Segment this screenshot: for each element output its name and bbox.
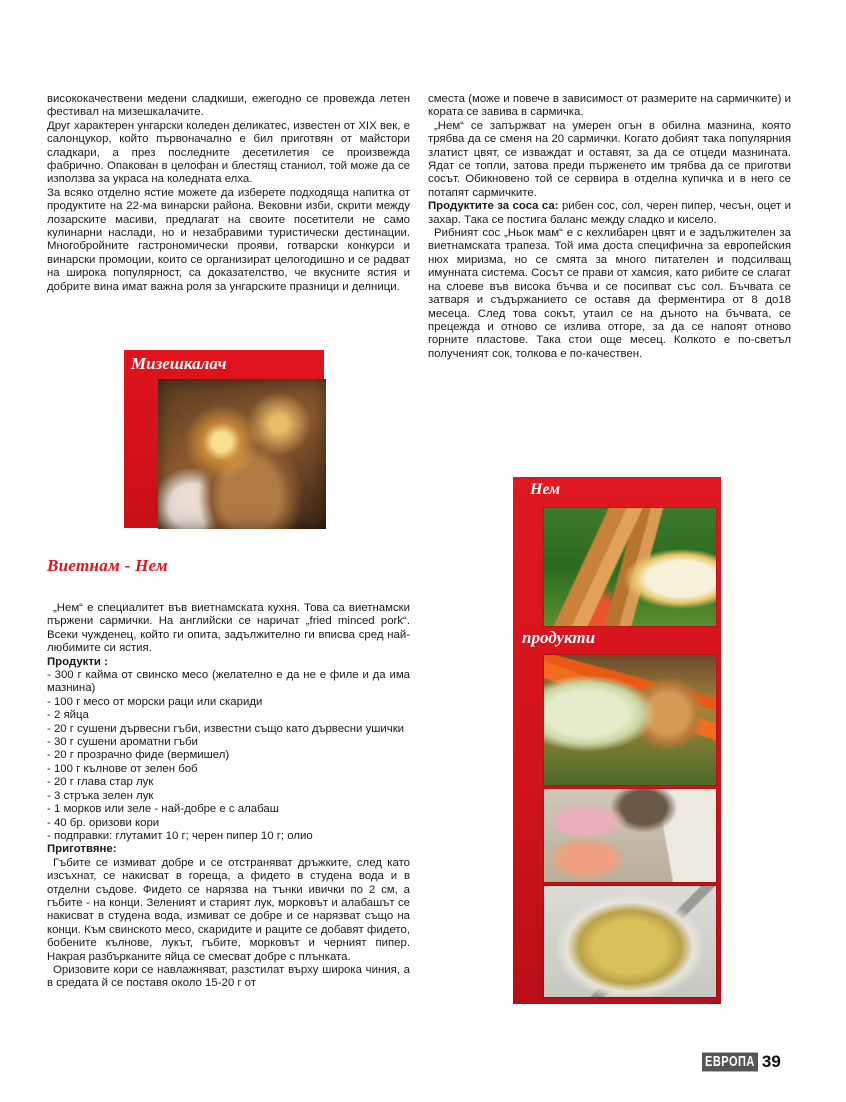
photo-caption-mizeshkalach: Мизешкалач bbox=[131, 354, 227, 373]
prep-paragraph: Гъбите се измиват добре и се отстраняват дръжките, след като изсъхнат, се накисват в гореща, а фидето в студена вода и в отделни съдове. Фидето се нарязва на тънки ивички по 2 см, а гъбите - на конци. Зеленият и старият лук, морковът и алабашът се накисват в студена вода, измиват се добре и се нарязват също на конци. Към свинското месо, скаридите и раците се добавят фидето, бобените кълнове, лукът, гъбите, морковът и черният пипер. Накрая разбърканите яйца се смесват добре с плънката. bbox=[47, 856, 410, 963]
product-item: - 100 г кълнове от зелен боб bbox=[47, 762, 198, 775]
sauce-label: Продуктите за соса са: bbox=[428, 200, 559, 213]
paragraph: висококачествени медени сладкиши, ежегодно се провежда летен фестивал на мизешкалачите. bbox=[47, 93, 410, 119]
product-item: - 20 г глава стар лук bbox=[47, 776, 154, 789]
page-footer bbox=[702, 1052, 781, 1072]
paragraph: Друг характерен унгарски коледен деликатес, известен от XIX век, е салонцукор, който първоначално е бил приготвян от майстори сладкари, а през последните десетилетия се произвежда фабрично. Опакован в целофан и блестящ станиол, той може да се използва за украса на коледната елха. bbox=[47, 119, 410, 186]
product-item: - подправки: глутамит 10 г; черен пипер 10 г; олио bbox=[47, 829, 313, 842]
photo-ingredients bbox=[544, 789, 716, 882]
product-item: - 300 г кайма от свинско месо (желателно е да не е филе и да има мазнина) bbox=[47, 669, 410, 695]
page-number: 39 bbox=[761, 1052, 781, 1071]
recipe-intro: „Нем“ е специалитет във виетнамската кухня. Това са виетнамски пържени сармички. На английски се наричат „fried minced pork“. Всеки чужденец, който ги опита, задължително ги вписва сред най-любимите си ястия. bbox=[47, 602, 410, 655]
products-label: Продукти : bbox=[47, 655, 108, 668]
paragraph: За всяко отделно ястие можете да изберете подходяща напитка от продуктите на 22-ма винарски района. Вековни изби, скрити между лозарските масиви, предлагат на своите посетители не само кулинарни наслади, но и незабравими туристически дестинации. Многобройните гастрономически прояви, готварски конкурси и винарски промоции, които се организират целогодишно и се радват на широка популярност, са доказателство, че вкусните ястия и добрите вина имат важна роля за унгарските празници и делници. bbox=[47, 186, 410, 293]
prep-paragraph: Оризовите кори се навлажняват, разстилат върху широка чиния, а в средата й се поставя около 15-20 г от bbox=[47, 963, 410, 990]
product-item: - 20 г сушени дървесни гъби, известни също като дървесни ушички bbox=[47, 722, 405, 735]
product-item: - 2 яйца bbox=[47, 709, 89, 722]
left-column-top bbox=[47, 93, 410, 294]
photo-caption-nem: Нем bbox=[530, 481, 561, 498]
product-item: - 3 стръка зелен лук bbox=[47, 789, 154, 802]
recipe-column bbox=[47, 602, 410, 991]
product-item: - 1 морков или зеле - най-добре е с алабаш bbox=[47, 803, 279, 816]
sauce-text: рибен сос, сол, черен пипер, чесън, оцет и захар. Така се постига баланс между сладко и кисело. bbox=[428, 200, 792, 226]
paragraph: „Нем“ се запържват на умерен огън в обилна мазнина, която трябва да се сменя на 20 сармички. Когато добият така популярния златист цвят, се изваждат и оставят, за да се отцеди мазнината. Ядат се топли, затова преди пърженето им трябва да се приготви сосът. Обикновено той се сервира в отделна купичка и в него се потапят сармичките. bbox=[428, 119, 791, 199]
paragraph: Рибният сос „Ньок мам“ е с кехлибарен цвят и е задължителен за виетнамската трапеза. Той има доста специфична за европейския нюх миризма, но се смята за много питателен и подсилващ имунната система. Сосът се прави от хамсия, като рибите се слагат на слоеве във висока бъчва и се посипват със сол. Бъчвата се затваря и съдържанието се оставя да ферментира от 8 до18 месеца. След това сокът, утаил се на дъното на бъчвата, се прецежда и отново се излива отгоре, за да се напоят отново горните пластове. Така стои още месец. Колкото е по-светъл полученият сок, толкова е по-качествен. bbox=[428, 227, 791, 360]
product-item: - 100 г месо от морски раци или скариди bbox=[47, 695, 263, 708]
photo-vegetables bbox=[544, 655, 716, 785]
product-item: - 40 бр. оризови кори bbox=[47, 816, 160, 829]
product-item: - 30 г сушени ароматни гъби bbox=[47, 736, 198, 749]
paragraph: сместа (може и повече в зависимост от размерите на сармичките) и кората се завива в сармичка. bbox=[428, 93, 791, 119]
prep-label: Приготвяне: bbox=[47, 843, 117, 856]
photo-spring-rolls bbox=[544, 508, 716, 626]
sauce-paragraph bbox=[428, 200, 791, 227]
photo-caption-products: продукти bbox=[522, 628, 596, 647]
photo-mizeshkalach bbox=[158, 379, 326, 529]
magazine-logo: ЕВРОПА bbox=[702, 1053, 758, 1072]
photo-fish-sauce bbox=[544, 886, 716, 997]
right-column bbox=[428, 93, 791, 361]
product-item: - 20 г прозрачно фиде (вермишел) bbox=[47, 749, 230, 762]
section-heading-vietnam: Виетнам - Нем bbox=[47, 556, 168, 575]
